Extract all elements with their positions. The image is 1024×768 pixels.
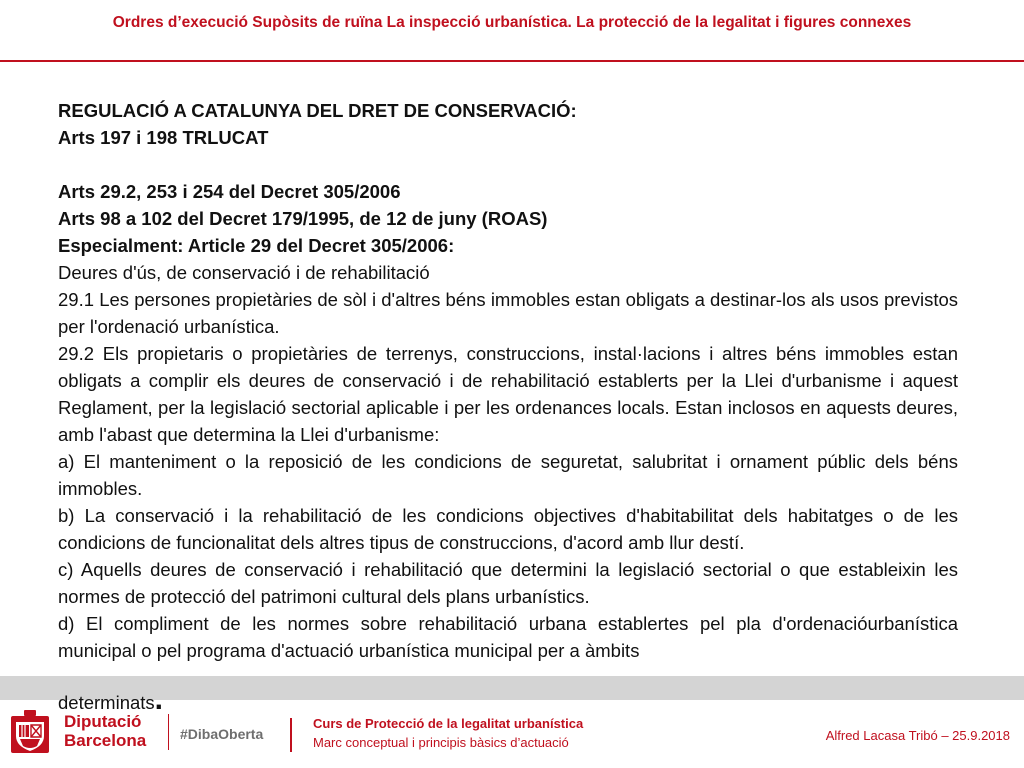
logo-text bbox=[64, 712, 146, 750]
course-title: Curs de Protecció de la legalitat urbanística bbox=[313, 716, 584, 731]
author-date: Alfred Lacasa Tribó – 25.9.2018 bbox=[825, 728, 1010, 743]
course-separator bbox=[290, 718, 292, 752]
logo-line-1: Diputació bbox=[64, 712, 142, 731]
logo-separator bbox=[168, 714, 169, 750]
heading-articles: Arts 197 i 198 TRLUCAT bbox=[58, 127, 269, 148]
article-subtitle: Deures d'ús, de conservació i de rehabilitació bbox=[58, 262, 430, 283]
logo-line-2: Barcelona bbox=[64, 731, 147, 750]
spacer bbox=[58, 151, 958, 178]
diputacio-shield-logo bbox=[10, 710, 50, 754]
heading-regulation: REGULACIÓ A CATALUNYA DEL DRET DE CONSERVACIÓ: bbox=[58, 100, 577, 121]
list-item-d: d) El compliment de les normes sobre rehabilitació urbana establertes pel pla d'ordenacióurbanística municipal o pel programa d'actuació urbanística municipal per a àmbits bbox=[58, 613, 958, 661]
reference-decree-179: Arts 98 a 102 del Decret 179/1995, de 12 de juny (ROAS) bbox=[58, 208, 548, 229]
slide-content bbox=[58, 97, 958, 664]
header-title: Ordres d’execució Supòsits de ruïna La inspecció urbanística. La protecció de la legalitat i figures connexes bbox=[112, 14, 912, 31]
list-item-b: b) La conservació i la rehabilitació de les condicions objectives d'habitabilitat dels habitatges o de les condicions de funcionalitat dels altres tipus de construccions, d'acord amb llur destí. bbox=[58, 505, 958, 553]
reference-decree-305: Arts 29.2, 253 i 254 del Decret 305/2006 bbox=[58, 181, 401, 202]
hashtag-diba-oberta: #DibaOberta bbox=[180, 726, 264, 742]
overflow-last-line bbox=[58, 683, 163, 716]
paragraph-29-2: 29.2 Els propietaris o propietàries de terrenys, construccions, instal·lacions i altres béns immobles estan obligats a complir els deures de conservació i de rehabilitació establerts per la Llei d'urbanisme i aquest Reglament, per la legislació sectorial aplicable i per les ordenances locals. Estan inclosos en aquests deures, amb l'abast que determina la Llei d'urbanisme: bbox=[58, 343, 958, 445]
last-dot: . bbox=[154, 683, 163, 716]
reference-article-29: Especialment: Article 29 del Decret 305/2006: bbox=[58, 235, 455, 256]
list-item-a: a) El manteniment o la reposició de les condicions de seguretat, salubritat i ornament públic dels béns immobles. bbox=[58, 451, 958, 499]
paragraph-29-1: 29.1 Les persones propietàries de sòl i d'altres béns immobles estan obligats a destinar-los als usos previstos per l'ordenació urbanística. bbox=[58, 289, 958, 337]
list-item-c: c) Aquells deures de conservació i rehabilitació que determini la legislació sectorial o que estableixin les normes de protecció del patrimoni cultural dels plans urbanístics. bbox=[58, 559, 958, 607]
header-divider bbox=[0, 60, 1024, 62]
course-subtitle: Marc conceptual i principis bàsics d’actuació bbox=[313, 735, 569, 750]
last-word: determinats bbox=[58, 692, 155, 713]
